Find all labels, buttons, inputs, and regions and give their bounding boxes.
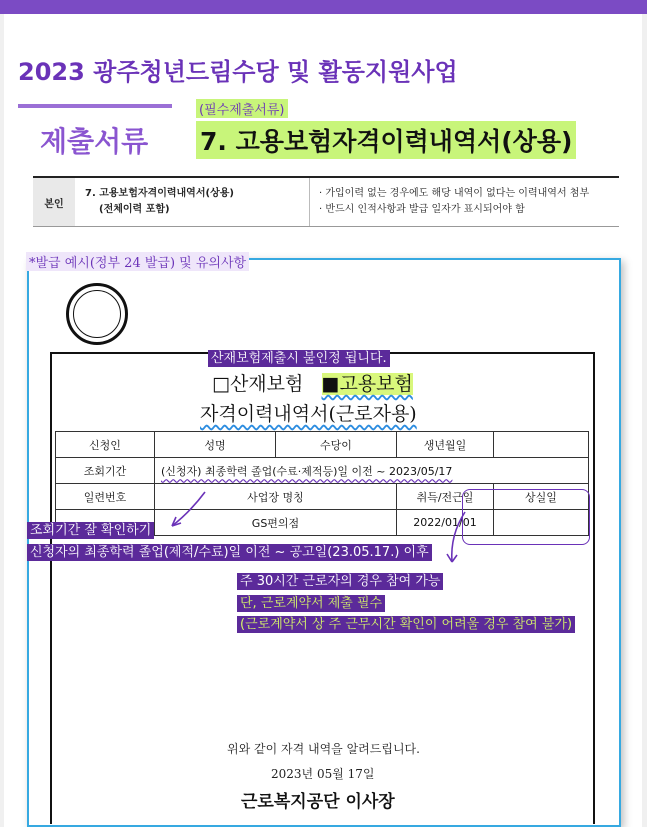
section-title: 제출서류: [40, 125, 149, 158]
table-row: [56, 432, 589, 458]
serial-header: 일련번호: [56, 484, 155, 510]
annotation-contract-detail-text: (근로계약서 상 주 근무시간 확인이 어려울 경우 참여 불가): [237, 616, 575, 633]
lost-header: 상실일: [494, 484, 589, 510]
page-edge-right: [642, 14, 647, 827]
insurance-checked-option: ■고용보험: [321, 373, 413, 395]
requirement-table: [33, 176, 619, 227]
acquired-cell: 2022/01/01: [397, 510, 494, 536]
annotation-check-period-text: 조회기간 잘 확인하기: [27, 522, 154, 539]
required-tag: (필수제출서류): [196, 99, 288, 118]
workplace-header: 사업장 명칭: [155, 484, 397, 510]
certificate-name-text: 자격이력내역서(근로자용): [200, 403, 417, 425]
issuer-name: 근로복지공단 이사장: [241, 792, 395, 812]
example-label: *발급 예시(정부 24 발급) 및 유의사항: [26, 252, 249, 271]
annotation-hours-text: 주 30시간 근로자의 경우 참여 가능: [237, 573, 443, 590]
applicant-label: 신청인: [56, 432, 155, 458]
name-label: 성명: [155, 432, 276, 458]
period-value: [155, 458, 589, 484]
insurance-unchecked-option: □산재보험: [212, 373, 304, 395]
period-value-text: (신청자) 최종학력 졸업(수료·제적등)일 이전 ~ 2023/05/17: [161, 464, 453, 478]
annotation-contract: [237, 592, 385, 611]
annotation-period-detail: [27, 541, 432, 560]
loss-date-highlight-box: [462, 489, 590, 545]
annotation-check-period: [27, 519, 154, 538]
requirement-owner: 본인: [33, 178, 75, 226]
requirement-note: · 가입이력 없는 경우에도 해당 내역이 없다는 이력내역서 첨부: [319, 188, 590, 199]
requirement-notes: [319, 186, 619, 218]
period-label: 조회기간: [56, 458, 155, 484]
main-title: 2023 광주청년드림수당 및 활동지원사업: [18, 58, 458, 86]
table-row: [56, 458, 589, 484]
annotation-period-detail-text: 신청자의 최종학력 졸업(제적/수료)일 이전 ~ 공고일(23.05.17.) 이후: [27, 544, 432, 561]
annotation-contract-text: 단, 근로계약서 제출 필수: [237, 595, 385, 612]
name-value: 수당이: [276, 432, 397, 458]
stamp-inner-circle: [73, 290, 121, 338]
top-accent-bar: [0, 0, 647, 14]
stamp-circle-icon: [66, 283, 128, 345]
birth-value: [494, 432, 589, 458]
requirement-note: · 반드시 인적사항과 발급 일자가 표시되어야 함: [319, 204, 525, 215]
insurance-type-line: [212, 369, 413, 396]
document-title: 7. 고용보험자격이력내역서(상용): [196, 121, 576, 159]
note-industrial-insurance: [208, 347, 390, 366]
requirement-item-line2: (전체이력 포함): [99, 204, 170, 215]
closing-sentence: 위와 같이 자격 내역을 알려드립니다.: [227, 742, 420, 756]
issue-date: 2023년 05월 17일: [271, 767, 375, 781]
annotation-hours: [237, 570, 443, 589]
requirement-divider: [309, 178, 310, 226]
workplace-cell: GS편의점: [155, 510, 397, 536]
birth-label: 생년월일: [397, 432, 494, 458]
certificate-name: [200, 399, 417, 426]
acquired-header: 취득/전근일: [397, 484, 494, 510]
title-underline: [18, 104, 172, 108]
requirement-item: [85, 186, 305, 218]
page-edge-left: [0, 14, 4, 827]
requirement-item-line1: 7. 고용보험자격이력내역서(상용): [85, 188, 234, 199]
annotation-contract-detail: [237, 613, 575, 632]
note-industrial-insurance-text: 산재보험제출시 불인정 됩니다.: [208, 350, 390, 367]
